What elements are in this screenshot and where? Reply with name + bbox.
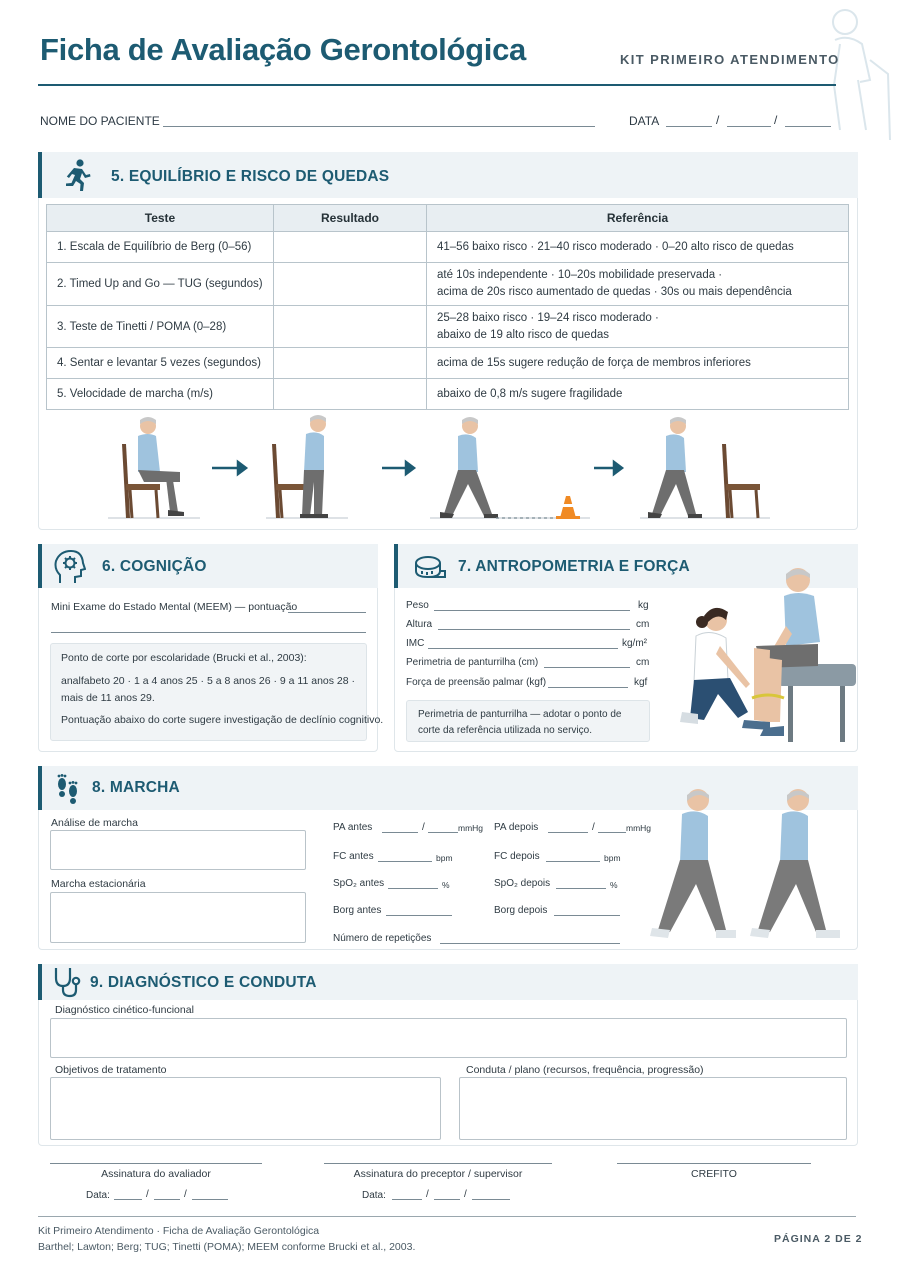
gait-analysis-label: Análise de marcha [51,817,138,829]
result-cell[interactable] [274,306,427,348]
table-row [47,379,849,410]
calf-note-line: corte da referência utilizada no serviço. [418,725,592,736]
spo2-after-field[interactable] [556,888,606,889]
spo2-before-label: SpO₂ antes [333,878,385,889]
preceptor-date-label: Data: [362,1190,386,1201]
brain-gear-icon [52,549,86,585]
borg-after-label: Borg depois [494,905,548,916]
preceptor-signature-field[interactable] [324,1163,552,1164]
evaluator-date-day[interactable] [114,1199,142,1200]
reps-label: Número de repetições [333,933,432,944]
calf-unit: cm [636,657,650,668]
result-cell[interactable] [274,232,427,263]
test-cell: 5. Velocidade de marcha (m/s) [47,379,274,410]
reference-text: 25–28 baixo risco · 19–24 risco moderado · [437,311,659,324]
footprints-icon [56,773,80,805]
height-unit: cm [636,619,650,630]
footer-line: Barthel; Lawton; Berg; TUG; Tinetti (POMA); MEEM conforme Brucki et al., 2003. [38,1241,416,1253]
kit-label: KIT PRIMEIRO ATENDIMENTO [620,52,840,67]
pa-before-dia-field[interactable] [428,832,458,833]
diagnosis-label: Diagnóstico cinético-funcional [55,1004,194,1016]
walking-elder-figure [440,417,498,518]
traffic-cone-icon [556,496,580,519]
date-slash: / [146,1189,149,1200]
result-cell[interactable] [274,348,427,379]
fc-before-field[interactable] [378,861,432,862]
grip-label: Força de preensão palmar (kgf) [406,677,547,688]
pa-after-dia-field[interactable] [598,832,626,833]
header-rule [38,84,836,86]
test-cell: 1. Escala de Equilíbrio de Berg (0–56) [47,232,274,263]
plan-label: Conduta / plano (recursos, frequência, progressão) [466,1064,704,1076]
meem-notes-field[interactable] [51,632,366,633]
diagnosis-field[interactable] [50,1018,847,1058]
col-header-result: Resultado [274,205,427,232]
height-field[interactable] [438,629,630,630]
section-7-title: 7. ANTROPOMETRIA E FORÇA [458,558,690,575]
balance-tests-table [46,204,849,410]
gait-analysis-field[interactable] [50,830,306,870]
reference-text: abaixo de 19 alto risco de quedas [437,328,609,341]
pa-after-label: PA depois [494,822,539,833]
calf-note-line: Perimetria de panturrilha — adotar o ponto de [418,709,622,720]
fc-before-label: FC antes [333,851,374,862]
mmhg-unit: mmHg [626,823,652,833]
grip-unit: kgf [634,677,648,688]
bmi-field[interactable] [428,648,618,649]
meem-score-field[interactable] [288,612,366,613]
goals-label: Objetivos de tratamento [55,1064,167,1076]
date-slash: / [464,1189,467,1200]
reference-text: até 10s independente · 10–20s mobilidade preservada · [437,269,723,281]
reps-field[interactable] [440,943,620,944]
evaluator-date-label: Data: [86,1190,110,1201]
seated-elder-figure [138,417,184,516]
table-row [47,348,849,379]
evaluator-signature-label: Assinatura do avaliador [101,1168,211,1180]
fc-after-label: FC depois [494,851,540,862]
date-year-field[interactable] [785,126,831,127]
evaluator-signature-field[interactable] [50,1163,262,1164]
section-9-title: 9. DIAGNÓSTICO E CONDUTA [90,974,317,991]
table-row [47,232,849,263]
date-slash: / [184,1189,187,1200]
borg-after-field[interactable] [554,915,620,916]
height-label: Altura [406,619,433,630]
weight-unit: kg [638,600,649,611]
preceptor-date-month[interactable] [434,1199,460,1200]
footer-rule [38,1216,856,1217]
date-day-field[interactable] [666,126,712,127]
calf-field[interactable] [544,667,630,668]
test-cell: 3. Teste de Tinetti / POMA (0–28) [47,306,274,348]
stethoscope-icon [52,966,82,998]
cutoff-note: Pontuação abaixo do corte sugere investigação de declínio cognitivo. [61,714,384,726]
meem-label: Mini Exame do Estado Mental (MEEM) — pontuação [51,601,298,613]
section-6-title: 6. COGNIÇÃO [102,558,207,575]
pa-slash: / [422,822,425,833]
patient-name-field[interactable] [163,126,595,127]
col-header-test: Teste [47,205,274,232]
calf-label: Perimetria de panturrilha (cm) [406,657,539,668]
date-label: DATA [629,114,660,128]
reference-text: abaixo de 0,8 m/s sugere fragilidade [437,388,623,400]
grip-field[interactable] [548,687,628,688]
fc-after-field[interactable] [546,861,600,862]
date-month-field[interactable] [727,126,771,127]
preceptor-date-year[interactable] [472,1199,510,1200]
cutoff-line: analfabeto 20 · 1 a 4 anos 25 · 5 a 8 anos 26 · 9 a 11 anos 28 · [61,675,356,687]
crefito-field[interactable] [617,1163,811,1164]
footer-line: Kit Primeiro Atendimento · Ficha de Avaliação Gerontológica [38,1225,320,1237]
walking-elders-illustration [646,780,852,944]
reference-text: 41–56 baixo risco · 21–40 risco moderado · 0–20 alto risco de quedas [437,241,794,253]
stationary-gait-field[interactable] [50,892,306,943]
reference-cell [427,379,849,410]
returning-elder-figure [648,417,702,518]
header [0,0,900,128]
pa-slash: / [592,822,595,833]
crefito-label: CREFITO [691,1168,737,1180]
spo2-before-field[interactable] [388,888,438,889]
calf-measurement-illustration [668,562,858,748]
section-5-title: 5. EQUILÍBRIO E RISCO DE QUEDAS [111,168,390,185]
tug-sequence-illustration [100,412,800,524]
bmi-label: IMC [406,638,425,649]
cutoff-line: mais de 11 anos 29. [61,692,155,704]
plan-field[interactable] [459,1077,847,1140]
reference-text: acima de 15s sugere redução de força de membros inferiores [437,357,751,369]
bmi-unit: kg/m² [622,638,647,649]
table-row [47,263,849,306]
page-title: Ficha de Avaliação Gerontológica [40,32,526,67]
weight-field[interactable] [434,610,630,611]
test-cell: 2. Timed Up and Go — TUG (segundos) [47,263,274,306]
pa-before-sys-field[interactable] [382,832,418,833]
reference-cell [427,306,849,348]
borg-before-label: Borg antes [333,905,382,916]
section-6-header [38,544,378,588]
result-cell[interactable] [274,263,427,306]
page-number: PÁGINA 2 DE 2 [774,1233,863,1245]
running-person-icon [60,158,94,192]
evaluator-date-month[interactable] [154,1199,180,1200]
mmhg-unit: mmHg [458,823,484,833]
pa-before-label: PA antes [333,822,373,833]
reference-text: acima de 20s risco aumentado de quedas · 30s ou mais dependência [437,286,792,298]
date-slash: / [774,113,778,127]
goals-field[interactable] [50,1077,441,1140]
bpm-unit: bpm [604,853,621,863]
standing-elder-figure [300,415,328,518]
pct-unit: % [610,880,618,890]
cutoff-title: Ponto de corte por escolaridade (Brucki et al., 2003): [61,652,307,664]
date-slash: / [426,1189,429,1200]
spo2-after-label: SpO₂ depois [494,878,551,889]
borg-before-field[interactable] [386,915,452,916]
weight-label: Peso [406,600,429,611]
pct-unit: % [442,880,450,890]
reference-cell [427,348,849,379]
tape-measure-icon [414,555,446,581]
reference-cell [427,232,849,263]
bpm-unit: bpm [436,853,453,863]
table-row [47,306,849,348]
col-header-reference: Referência [427,205,849,232]
elderly-watermark-icon [800,0,900,140]
pa-after-sys-field[interactable] [548,832,588,833]
stationary-gait-label: Marcha estacionária [51,878,146,890]
preceptor-date-day[interactable] [392,1199,422,1200]
evaluator-date-year[interactable] [192,1199,228,1200]
reference-cell [427,263,849,306]
preceptor-signature-label: Assinatura do preceptor / supervisor [353,1168,523,1180]
result-cell[interactable] [274,379,427,410]
test-cell: 4. Sentar e levantar 5 vezes (segundos) [47,348,274,379]
date-slash: / [716,113,720,127]
section-8-title: 8. MARCHA [92,779,180,796]
patient-name-label: NOME DO PACIENTE [40,114,160,128]
